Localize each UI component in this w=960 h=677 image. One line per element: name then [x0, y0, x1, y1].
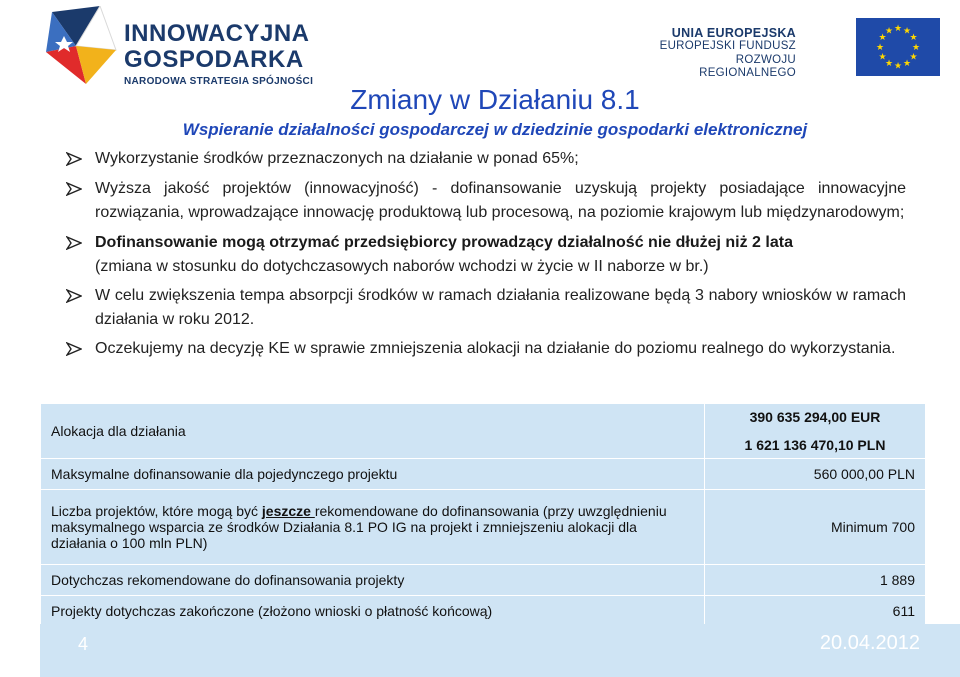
table-row — [41, 404, 926, 459]
eu-logo-line1: UNIA EUROPEJSKA — [671, 26, 796, 40]
arrow-bullet-icon — [66, 289, 82, 303]
bullet-text: (zmiana w stosunku do dotychczasowych naborów wchodzi w życie w II naborze w br.) — [95, 258, 709, 275]
bullet-item — [66, 177, 906, 225]
table-cell-label: Dotychczas rekomendowane do dofinansowania projekty — [41, 565, 705, 596]
table-row — [41, 565, 926, 596]
bullet-item — [66, 284, 906, 332]
eu-logo — [640, 18, 940, 78]
table-cell-value: 611 — [705, 596, 926, 627]
eu-logo-line3: ROZWOJU REGIONALNEGO — [699, 53, 796, 79]
slide-title: Zmiany w Działaniu 8.1 — [350, 84, 640, 115]
bullet-list — [66, 147, 906, 361]
svg-text:★: ★ — [878, 33, 887, 43]
table-cell-label: Projekty dotychczas zakończone (złożono wnioski o płatność końcową) — [41, 596, 705, 627]
bullet-text: Wyższa jakość projektów (innowacyjność) - dofinansowanie uzyskują projekty posiadające innowacyjne rozwiązania, wprowadzające innowację produktową lub procesową, na poziomie krajowym lub międzynarodowym; — [95, 180, 906, 221]
ig-logo-line3: NARODOWA STRATEGIA SPÓJNOŚCI — [124, 76, 314, 87]
table-cell-value — [705, 404, 926, 459]
table-cell-text: rekomendowane do dofinansowania (przy uwzględnieniu maksymalnego wsparcia ze środków Działania 8.1 PO IG na projekt i zmniejszeniu alokacji dla działania o 100 mln PLN) — [51, 503, 667, 551]
bullet-text-bold: Dofinansowanie mogą otrzymać przedsiębiorcy prowadzący działalność nie dłużej niż 2 lata — [95, 234, 793, 251]
eu-logo-line2: EUROPEJSKI FUNDUSZ — [659, 40, 796, 53]
svg-text:★: ★ — [911, 43, 921, 53]
table-cell-value: Minimum 700 — [705, 490, 926, 565]
slide-subtitle: Wspieranie działalności gospodarczej w dziedzinie gospodarki elektronicznej — [182, 120, 808, 139]
svg-text:★: ★ — [875, 43, 885, 53]
table-cell-label: Alokacja dla działania — [41, 404, 705, 459]
table-row — [41, 490, 926, 565]
table-cell-value: 560 000,00 PLN — [705, 459, 926, 490]
arrow-bullet-icon — [66, 342, 82, 356]
bullet-item — [66, 147, 906, 171]
arrow-bullet-icon — [66, 236, 82, 250]
bullet-item — [66, 231, 906, 279]
table-cell-underlined: jeszcze — [261, 503, 315, 519]
page-number: 4 — [78, 634, 89, 654]
eu-stars-icon — [856, 18, 940, 76]
innowacyjna-gospodarka-logo — [46, 6, 336, 86]
allocation-eur: 390 635 294,00 EUR — [749, 409, 881, 425]
svg-text:★: ★ — [909, 52, 918, 63]
table-cell-label — [41, 490, 705, 565]
ig-logo-line1: INNOWACYJNA — [124, 20, 310, 47]
footer-bar — [40, 624, 960, 677]
allocation-pln: 1 621 136 470,10 PLN — [744, 437, 886, 453]
eu-flag-icon — [856, 18, 940, 76]
svg-text:★: ★ — [893, 24, 903, 34]
svg-text:★: ★ — [902, 59, 912, 69]
table-cell-label: Maksymalne dofinansowanie dla pojedynczego projektu — [41, 459, 705, 490]
svg-text:★: ★ — [902, 26, 912, 37]
arrow-bullet-icon — [66, 182, 82, 196]
svg-text:★: ★ — [878, 52, 887, 63]
ig-logo-emblem-icon — [46, 6, 122, 86]
table-cell-value: 1 889 — [705, 565, 926, 596]
svg-text:★: ★ — [909, 33, 918, 43]
table-row — [41, 596, 926, 627]
bullet-text: Oczekujemy na decyzję KE w sprawie zmniejszenia alokacji na działanie do poziomu realnego do wykorzystania. — [95, 340, 896, 357]
svg-text:★: ★ — [884, 26, 894, 37]
svg-text:★: ★ — [884, 59, 894, 69]
table-cell-text: Liczba projektów, które mogą być — [51, 503, 262, 519]
table-row — [41, 459, 926, 490]
footer-date: 20.04.2012 — [819, 632, 920, 654]
bullet-item — [66, 337, 906, 361]
allocation-table — [40, 403, 926, 627]
arrow-bullet-icon — [66, 152, 82, 166]
ig-logo-line2: GOSPODARKA — [124, 46, 304, 73]
svg-text:★: ★ — [893, 61, 903, 72]
bullet-text: Wykorzystanie środków przeznaczonych na działanie w ponad 65%; — [95, 150, 579, 167]
bullet-text: W celu zwiększenia tempa absorpcji środków w ramach działania realizowane będą 3 nabory wniosków w ramach działania w roku 2012. — [95, 287, 906, 328]
